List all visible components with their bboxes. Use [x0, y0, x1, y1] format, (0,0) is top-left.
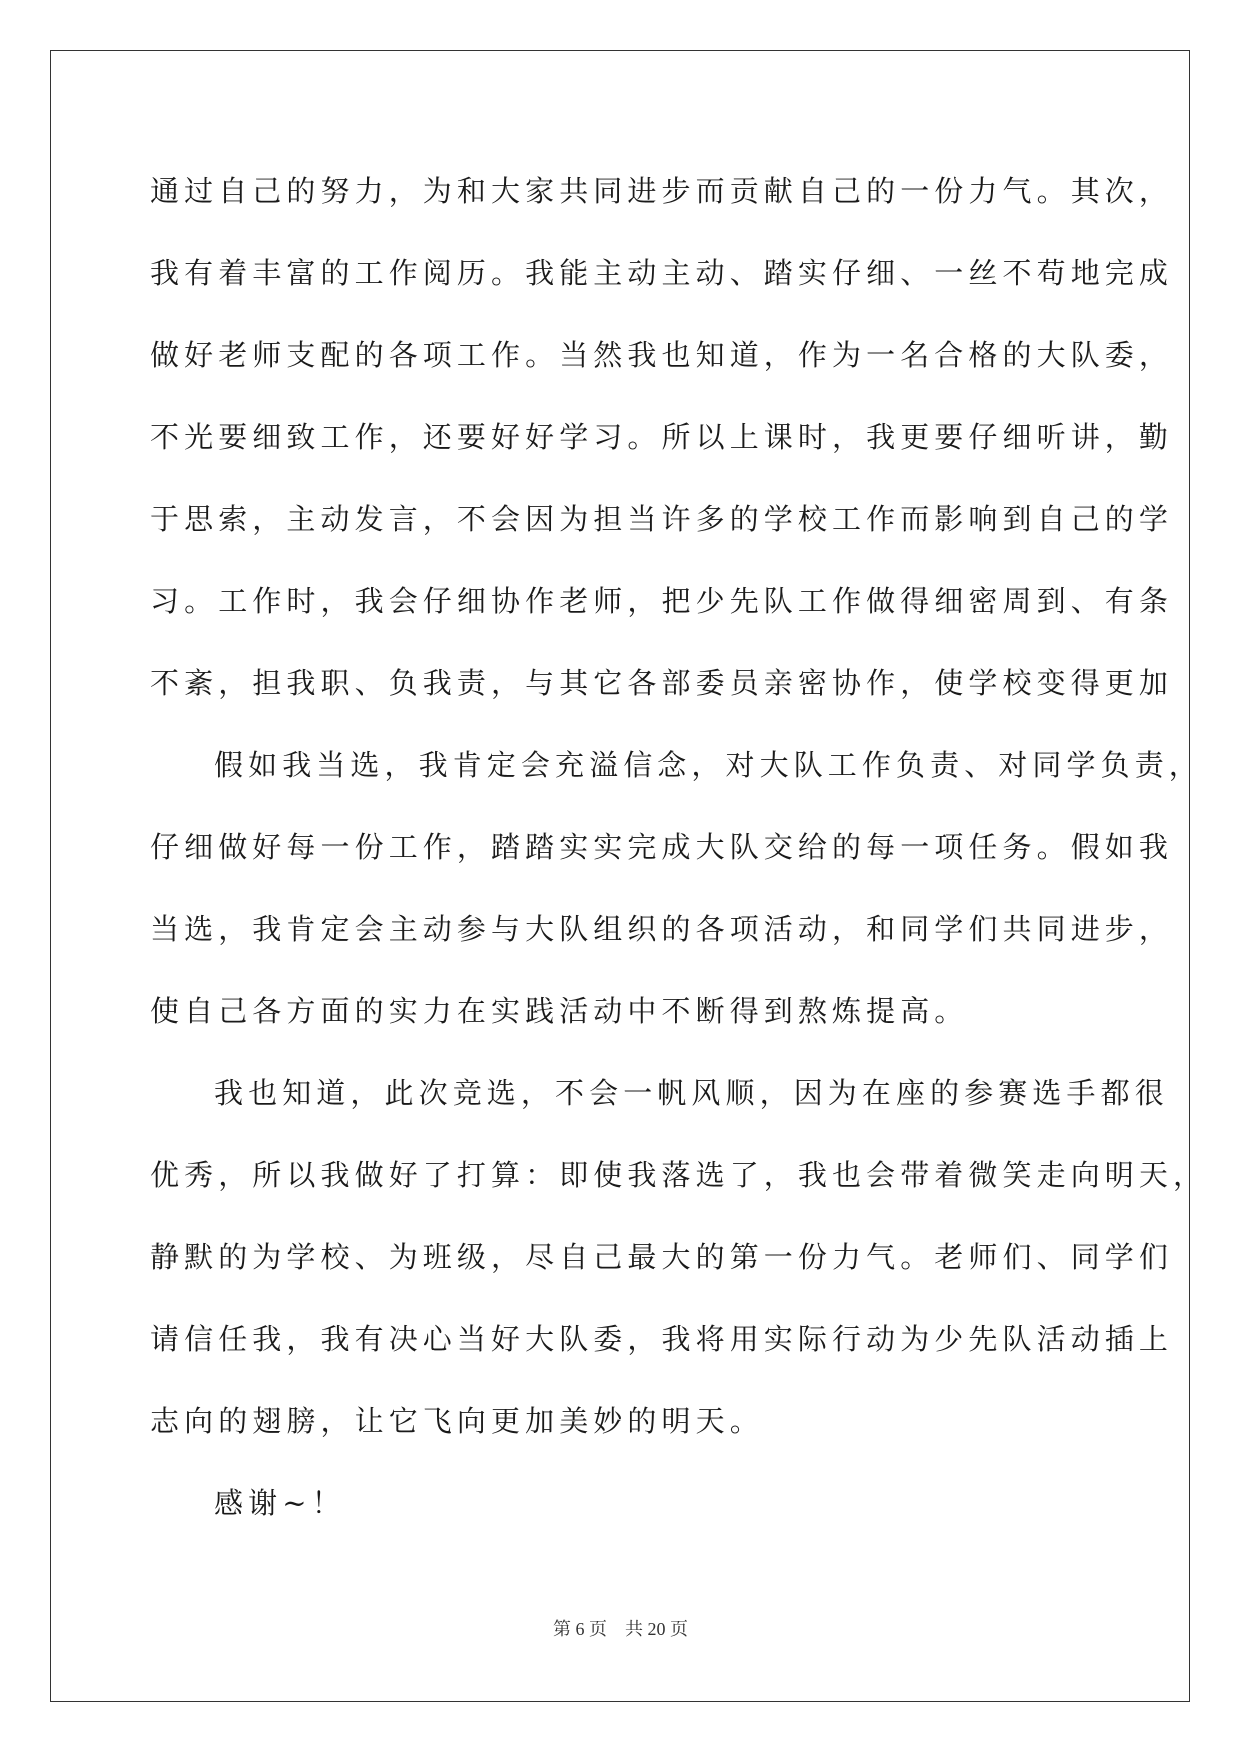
text-line: 不紊，担我职、负我责，与其它各部委员亲密协作，使学校变得更加 [150, 666, 1174, 700]
text-line: 通过自己的努力，为和大家共同进步而贡献自己的一份力气。其次， [150, 174, 1174, 208]
footer-spacer [607, 1619, 625, 1639]
text-line: 习。工作时，我会仔细协作老师，把少先队工作做得细密周到、有条 [150, 584, 1174, 618]
page-footer [0, 1615, 1241, 1641]
text-line: 不光要细致工作，还要好好学习。所以上课时，我更要仔细听讲，勤 [150, 420, 1174, 454]
text-line: 做好老师支配的各项工作。当然我也知道，作为一名合格的大队委， [150, 338, 1174, 372]
text-line: 静默的为学校、为班级，尽自己最大的第一份力气。老师们、同学们 [150, 1240, 1174, 1274]
text-line: 于思索，主动发言，不会因为担当许多的学校工作而影响到自己的学 [150, 502, 1174, 536]
paragraph-start-line: 假如我当选，我肯定会充溢信念，对大队工作负责、对同学负责， [214, 748, 1203, 782]
text-line: 仔细做好每一份工作，踏踏实实完成大队交给的每一项任务。假如我 [150, 830, 1174, 864]
closing-line: 感谢~！ [214, 1486, 346, 1520]
text-line: 请信任我，我有决心当好大队委，我将用实际行动为少先队活动插上 [150, 1322, 1174, 1356]
page-total: 共 20 页 [625, 1619, 688, 1639]
text-line: 当选，我肯定会主动参与大队组织的各项活动，和同学们共同进步， [150, 912, 1174, 946]
text-line: 优秀，所以我做好了打算：即使我落选了，我也会带着微笑走向明天， [150, 1158, 1208, 1192]
paragraph-start-line: 我也知道，此次竞选，不会一帆风顺，因为在座的参赛选手都很 [214, 1076, 1169, 1110]
text-line: 志向的翅膀，让它飞向更加美妙的明天。 [150, 1404, 764, 1438]
page-number: 第 6 页 [553, 1619, 607, 1639]
text-line: 我有着丰富的工作阅历。我能主动主动、踏实仔细、一丝不苟地完成 [150, 256, 1174, 290]
document-body [150, 150, 1208, 1544]
text-line: 使自己各方面的实力在实践活动中不断得到熬炼提高。 [150, 994, 969, 1028]
